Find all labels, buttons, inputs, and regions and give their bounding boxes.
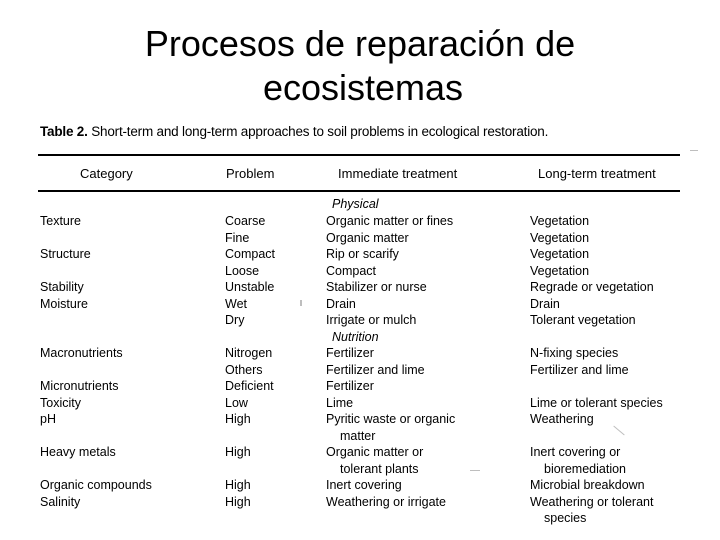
cell-immediate: Rip or scarify [326, 247, 399, 261]
cell-long-term: Microbial breakdown [530, 478, 645, 492]
cell-problem: Others [225, 362, 263, 377]
cell-category: Toxicity [40, 395, 81, 410]
cell-long-term: Fertilizer and lime [530, 362, 629, 377]
cell-immediate: Lime [326, 395, 354, 410]
scan-noise [690, 150, 698, 151]
table-caption-text: Short-term and long-term approaches to soil problems in ecological restoration. [91, 124, 549, 139]
cell-immediate: Fertilizer [326, 346, 374, 360]
cell-problem: Coarse [225, 214, 266, 228]
cell-immediate: Organic matter or [326, 445, 424, 459]
section-label-nutrition: Nutrition [332, 330, 379, 344]
cell-problem: Low [225, 395, 248, 410]
scan-noise [300, 300, 302, 306]
cell-category: Moisture [40, 296, 88, 311]
cell-immediate: Fertilizer [326, 379, 374, 393]
cell-problem: Loose [225, 263, 260, 278]
cell-problem: Deficient [225, 379, 274, 393]
cell-long-term: Lime or tolerant species [530, 395, 663, 410]
slide-title-line-2: ecosistemas [262, 67, 464, 108]
cell-category: Macronutrients [40, 346, 123, 360]
slide-title [0, 22, 720, 110]
scan-noise [613, 426, 624, 436]
column-header-immediate: Immediate treatment [338, 166, 458, 181]
cell-problem: Dry [225, 313, 245, 327]
cell-problem: Unstable [225, 280, 275, 294]
cell-problem: Wet [225, 296, 247, 311]
cell-long-term: bioremediation [544, 461, 626, 476]
column-header-long-term: Long-term treatment [538, 166, 656, 181]
table-caption [40, 124, 548, 139]
cell-long-term: Tolerant vegetation [530, 313, 636, 327]
cell-immediate: Fertilizer and lime [326, 362, 425, 377]
cell-long-term: Inert covering or [530, 445, 621, 459]
cell-immediate: Pyritic waste or organic [326, 412, 456, 426]
cell-category: Salinity [40, 494, 81, 509]
cell-long-term: Weathering [530, 412, 594, 426]
cell-immediate: Organic matter or fines [326, 214, 454, 228]
column-header-problem: Problem [226, 166, 275, 181]
cell-problem: Compact [225, 247, 276, 261]
cell-immediate: Weathering or irrigate [326, 494, 446, 509]
cell-category: Structure [40, 247, 91, 261]
cell-category: Organic compounds [40, 478, 152, 492]
cell-immediate: Compact [326, 263, 377, 278]
scan-noise [470, 470, 480, 471]
cell-category: pH [40, 412, 56, 426]
slide-title-line-1: Procesos de reparación de [144, 23, 576, 64]
table-caption-label: Table 2. [40, 124, 88, 139]
cell-long-term: Weathering or tolerant [530, 494, 654, 509]
cell-immediate: Drain [326, 296, 356, 311]
cell-problem: Fine [225, 230, 250, 245]
cell-category: Micronutrients [40, 379, 119, 393]
cell-problem: High [225, 412, 251, 426]
cell-long-term: Regrade or vegetation [530, 280, 654, 294]
cell-long-term: Vegetation [530, 247, 590, 261]
table-top-rule [38, 154, 680, 156]
cell-category: Stability [40, 280, 84, 294]
cell-immediate: Stabilizer or nurse [326, 280, 427, 294]
cell-long-term: Vegetation [530, 230, 590, 245]
cell-long-term: Vegetation [530, 263, 590, 278]
table-header-rule [38, 190, 680, 192]
column-header-category: Category [80, 166, 133, 181]
cell-immediate: matter [340, 428, 376, 443]
cell-category: Heavy metals [40, 445, 116, 459]
cell-long-term: Vegetation [530, 214, 590, 228]
cell-long-term: N-fixing species [530, 346, 619, 360]
cell-immediate: Inert covering [326, 478, 402, 492]
cell-problem: High [225, 445, 251, 459]
cell-category: Texture [40, 214, 81, 228]
cell-immediate: Organic matter [326, 230, 409, 245]
cell-immediate: Irrigate or mulch [326, 313, 417, 327]
cell-problem: High [225, 478, 251, 492]
cell-immediate: tolerant plants [340, 461, 419, 476]
cell-long-term: Drain [530, 296, 560, 311]
cell-long-term: species [544, 511, 587, 525]
section-label-physical: Physical [332, 197, 379, 211]
cell-problem: Nitrogen [225, 346, 273, 360]
cell-problem: High [225, 494, 251, 509]
